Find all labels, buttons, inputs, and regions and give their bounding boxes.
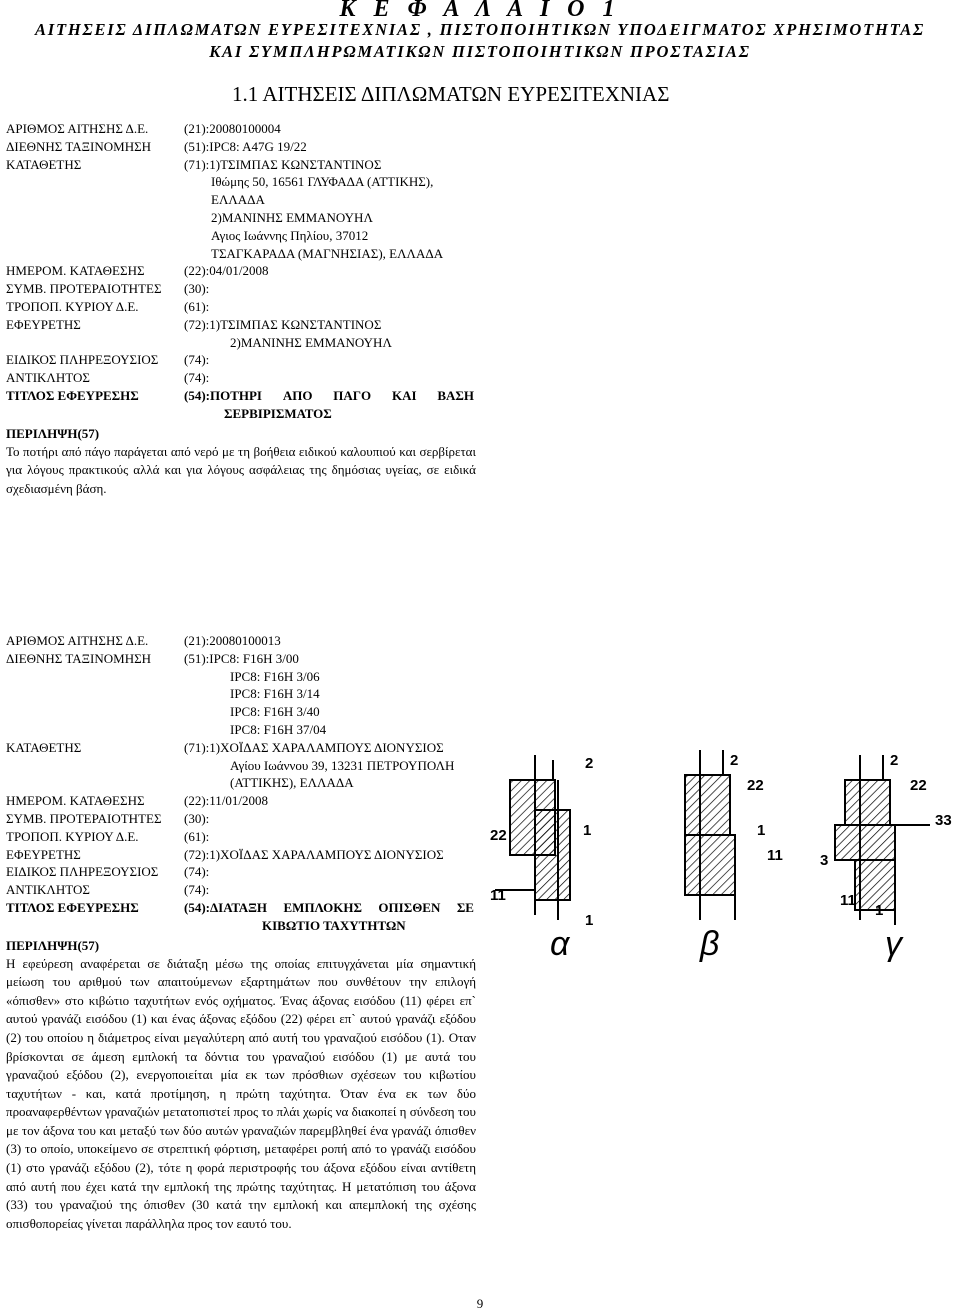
gear-input-shape (535, 810, 570, 900)
applicant-value: (71):1)ΧΟΪΔΑΣ ΧΑΡΑΛΑΜΠΟΥΣ ΔΙΟΝΥΣΙΟΣ (184, 739, 444, 755)
chapter-subtitle-line-2: ΚΑΙ ΣΥΜΠΛΗΡΩΜΑΤΙΚΩΝ ΠΙΣΤΟΠΟΙΗΤΙΚΩΝ ΠΡΟΣΤΑΣΙΑΣ (209, 42, 751, 61)
amendment-label: ΤΡΟΠΟΠ. ΚΥΡΙΟΥ Δ.Ε. (6, 828, 139, 844)
amendment-value: (61): (184, 298, 210, 314)
applicant-line: Αγίου Ιωάννου 39, 13231 ΠΕΤΡΟΥΠΟΛΗ (230, 757, 455, 773)
applicant-label: ΚΑΤΑΘΕΤΗΣ (6, 156, 82, 172)
attorney-label: ΑΝΤΙΚΛΗΤΟΣ (6, 882, 90, 898)
diagram-c-label: 1 (875, 902, 884, 919)
abstract-label: ΠΕΡΙΛΗΨΗ(57) (6, 425, 100, 441)
app-number-value: (21):20080100004 (184, 121, 281, 136)
agent-label: ΕΙΔΙΚΟΣ ΠΛΗΡΕΞΟΥΣΙΟΣ (6, 864, 159, 880)
title-word: ΒΑΣΗ (437, 387, 474, 403)
inventor-label: ΕΦΕΥΡΕΤΗΣ (6, 846, 81, 862)
priority-value: (30): (184, 810, 210, 826)
diagram-a-label: 11 (490, 887, 506, 904)
diagram-b-label: 2 (730, 752, 739, 769)
priority-value: (30): (184, 281, 210, 297)
title-word: ΚΑΙ (391, 387, 417, 403)
classification-value: (51):IPC8: A47G 19/22 (184, 138, 307, 154)
classification-label: ΔΙΕΘΝΗΣ ΤΑΞΙΝΟΜΗΣΗ (6, 138, 152, 154)
app-number-label: ΑΡΙΘΜΟΣ ΑΙΤΗΣΗΣ Δ.Ε. (6, 121, 149, 136)
classification-label: ΔΙΕΘΝΗΣ ΤΑΞΙΝΟΜΗΣΗ (6, 650, 152, 666)
filing-date-value: (22):11/01/2008 (184, 793, 269, 809)
priority-label: ΣΥΜΒ. ΠΡΟΤΕΡΑΙΟΤΗΤΕΣ (6, 281, 162, 297)
agent-value: (74): (184, 864, 210, 880)
title-word: ΣΕ (456, 899, 474, 915)
diagram-c-label: 11 (840, 892, 856, 909)
gear-diagram-figure (485, 740, 960, 980)
abstract-text: Το ποτήρι από πάγο παράγεται από νερό με τη βοήθεια ειδικού καλουπιού και σερβίρεται για λόγους πρακτικούς αλλά και για λόγους ασφάλειας της δημόσιας υγείας, σε ειδικά σχεδιασμένη βάση. (6, 443, 476, 496)
app-number-label: ΑΡΙΘΜΟΣ ΑΙΤΗΣΗΣ Δ.Ε. (6, 633, 149, 648)
diagram-a-label: 1 (583, 822, 592, 839)
applicant-line: ΤΣΑΓΚΑΡΑΔΑ (ΜΑΓΝΗΣΙΑΣ), ΕΛΛΑΔΑ (211, 245, 444, 261)
inventor-value: (72):1)ΤΣΙΜΠΑΣ ΚΩΝΣΤΑΝΤΙΝΟΣ (184, 316, 382, 332)
title-word: ΕΜΠΛΟΚΗΣ (283, 899, 362, 915)
title-word: (54):ΠΟΤΗΡΙ (184, 387, 262, 403)
abstract-text: Η εφεύρεση αναφέρεται σε διάταξη μέσω της οποίας επιτυγχάνεται μία σημαντική μείωση του αριθμού των απαιτούμενων εξαρτημάτων που συνθέτουν την επιλογή «όπισθεν» στο κιβώτιο ταχυτήτων ενός οχήματος. Ένας άξονας εισόδου (11) φέρει επ` αυτού γρανάζι εισόδου (1) και ένας άξονας εξόδου (22) φέρει επ` αυτού γρανάζι εξόδου (2) του οποίου η διάμετρος είναι μεγαλύτερη από αυτή του γραναζιού εισόδου (1). Οταν βρίσκονται σε άμεση εμπλοκή τα δόντια του γραναζιού εισόδου (1) με αυτά του γραναζιού εξόδου (2), ενεργοποιείται μία εκ των πρόσθιων σχέσεων του κιβωτίου ταχυτήτων - και, κατά προτίμηση, η πρώτη ταχύτητα. Όταν ένα εκ των δύο προαναφερθέντων γραναζιών μετατοπιστεί προς το πλάι χωρίς να διακοπεί η σύνδεση του με τον άξονα του και μεταξύ των δύο αυτών γραναζιών παρεμβληθεί ένα γρανάζι όπισθεν (3) το οποίο, υποκείμενο σε στρεπτική φόρτιση, μεταφέρει ροπή από το γρανάζι εισόδου (1) στο γρανάζι εξόδου (2), τότε η φορά περιστροφής του άξονα εξόδου είναι αντίθετη από αυτή που έχει κατά την εμπλοκή της πρώτης ταχύτητας. Η μετατόπιση του άξονα (33) του γραναζιού της όπισθεν (30 κατά την εμπλοκή και απεμπλοκή της σχέσης οπισθοπορείας γίνεται παράλληλα προς τον εαυτό του. (6, 955, 476, 1231)
applicant-line: Αγιος Ιωάννης Πηλίου, 37012 (211, 227, 369, 243)
classification-value: (51):IPC8: F16H 3/00 (184, 650, 299, 666)
applicant-line: ΕΛΛΑΔΑ (211, 192, 265, 208)
priority-label: ΣΥΜΒ. ΠΡΟΤΕΡΑΙΟΤΗΤΕΣ (6, 810, 162, 826)
classification-line: IPC8: F16H 3/06 (230, 668, 320, 684)
invention-title-label: ΤΙΤΛΟΣ ΕΦΕΥΡΕΣΗΣ (6, 387, 139, 403)
title-word: ΟΠΙΣΘΕΝ (378, 899, 441, 915)
applicant-label: ΚΑΤΑΘΕΤΗΣ (6, 739, 82, 755)
invention-title (184, 899, 474, 917)
chapter-subtitle-line-1: ΑΙΤΗΣΕΙΣ ΔΙΠΛΩΜΑΤΩΝ ΕΥΡΕΣΙΤΕΧΝΙΑΣ , ΠΙΣΤΟΠΟΙΗΤΙΚΩΝ ΥΠΟΔΕΙΓΜΑΤΟΣ ΧΡΗΣΙΜΟΤΗΤΑΣ (34, 20, 926, 39)
diagram-a-label: 1 (585, 912, 594, 929)
invention-title-label: ΤΙΤΛΟΣ ΕΦΕΥΡΕΣΗΣ (6, 899, 139, 915)
app-number-value: (21):20080100013 (184, 633, 281, 648)
title-word: ΑΠΟ (282, 387, 313, 403)
diagram-c-label: 3 (820, 852, 829, 869)
patent-record-1 (6, 120, 476, 498)
diagram-a-label: 22 (490, 827, 507, 844)
classification-line: IPC8: F16H 3/14 (230, 686, 320, 702)
inventor-label: ΕΦΕΥΡΕΤΗΣ (6, 316, 81, 332)
caption-alpha: α (550, 925, 570, 963)
agent-label: ΕΙΔΙΚΟΣ ΠΛΗΡΕΞΟΥΣΙΟΣ (6, 352, 159, 368)
diagram-beta (685, 750, 735, 920)
diagram-b-label: 11 (767, 847, 783, 864)
caption-beta: β (700, 925, 720, 963)
title-word: ΠΑΓΟ (333, 387, 372, 403)
applicant-value: (71):1)ΤΣΙΜΠΑΣ ΚΩΝΣΤΑΝΤΙΝΟΣ (184, 156, 382, 172)
filing-date-label: ΗΜΕΡΟΜ. ΚΑΤΑΘΕΣΗΣ (6, 263, 145, 279)
invention-title-continued: ΣΕΡΒΙΡΙΣΜΑΤΟΣ (224, 405, 332, 421)
filing-date-label: ΗΜΕΡΟΜ. ΚΑΤΑΘΕΣΗΣ (6, 793, 145, 809)
attorney-value: (74): (184, 882, 210, 898)
agent-value: (74): (184, 352, 210, 368)
chapter-title: Κ Ε Φ Α Λ Α Ι Ο 1 (339, 0, 621, 22)
page-number: 9 (476, 1296, 484, 1311)
applicant-line: 2)ΜΑΝΙΝΗΣ ΕΜΜΑΝΟΥΗΛ (211, 209, 373, 225)
diagram-c-label: 33 (935, 812, 952, 829)
title-word: (54):ΔΙΑΤΑΞΗ (184, 899, 268, 915)
diagram-c-label: 22 (910, 777, 927, 794)
attorney-value: (74): (184, 370, 210, 386)
diagram-b-label: 1 (757, 822, 766, 839)
amendment-value: (61): (184, 828, 210, 844)
applicant-line: Ιθώμης 50, 16561 ΓΛΥΦΑΔΑ (ΑΤΤΙΚΗΣ), (211, 174, 434, 190)
patent-record-2 (6, 632, 476, 1233)
inventor-value: (72):1)ΧΟΪΔΑΣ ΧΑΡΑΛΑΜΠΟΥΣ ΔΙΟΝΥΣΙΟΣ (184, 846, 444, 862)
invention-title (184, 387, 474, 405)
abstract-label: ΠΕΡΙΛΗΨΗ(57) (6, 937, 100, 953)
caption-gamma: γ (885, 925, 902, 963)
diagram-c-label: 2 (890, 752, 899, 769)
diagram-a-label: 2 (585, 755, 594, 772)
diagram-b-label: 22 (747, 777, 764, 794)
classification-line: IPC8: F16H 3/40 (230, 704, 320, 720)
applicant-line: (ΑΤΤΙΚΗΣ), ΕΛΛΑΔΑ (230, 775, 354, 791)
inventor-line: 2)ΜΑΝΙΝΗΣ ΕΜΜΑΝΟΥΗΛ (230, 334, 392, 350)
invention-title-continued: ΚΙΒΩΤΙΟ ΤΑΧΥΤΗΤΩΝ (262, 917, 406, 933)
section-heading: 1.1 ΑΙΤΗΣΕΙΣ ΔΙΠΛΩΜΑΤΩΝ ΕΥΡΕΣΙΤΕΧΝΙΑΣ (232, 82, 670, 106)
amendment-label: ΤΡΟΠΟΠ. ΚΥΡΙΟΥ Δ.Ε. (6, 298, 139, 314)
classification-line: IPC8: F16H 37/04 (230, 721, 327, 737)
attorney-label: ΑΝΤΙΚΛΗΤΟΣ (6, 370, 90, 386)
filing-date-value: (22):04/01/2008 (184, 263, 269, 279)
